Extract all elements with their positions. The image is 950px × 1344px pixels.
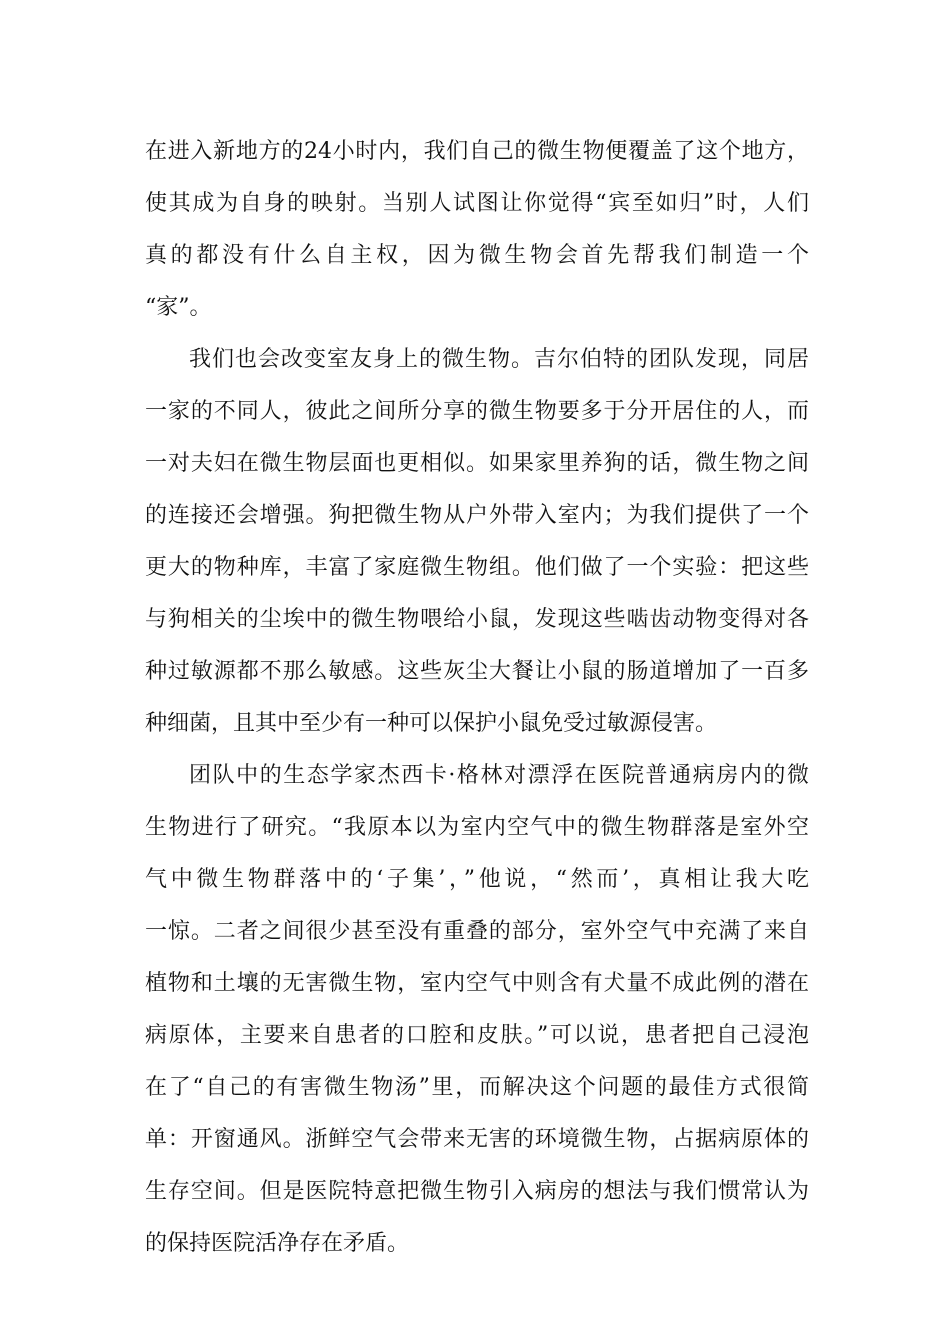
text-line: 气中微生物群落中的‘子集’，”他说，“然而’，真相让我大吃 <box>145 867 809 892</box>
text-line: 的连接还会增强。狗把微生物从户外带入室内；为我们提供了一个 <box>145 503 809 528</box>
text-line: 在进入新地方的24小时内，我们自己的微生物便覆盖了这个地方， <box>145 139 809 164</box>
text-line: 单：开窗通风。浙鲜空气会带来无害的环境微生物，占据病原体的 <box>145 1127 809 1152</box>
paragraph-3 <box>145 750 809 1270</box>
text-line: 与狗相关的尘埃中的微生物喂给小鼠，发现这些啮齿动物变得对各 <box>145 607 809 632</box>
text-line: 植物和土壤的无害微生物，室内空气中则含有犬量不成此例的潜在 <box>145 971 809 996</box>
text-line: 更大的物种库，丰富了家庭微生物组。他们做了一个实验：把这些 <box>145 555 809 580</box>
text-line: 生物进行了研究。“我原本以为室内空气中的微生物群落是室外空 <box>145 815 809 840</box>
text-line: “家”。 <box>145 295 212 320</box>
text-line: 团队中的生态学家杰西卡·格林对漂浮在医院普通病房内的微 <box>189 763 809 788</box>
text-line: 的保持医院活净存在矛盾。 <box>145 1231 410 1256</box>
text-line: 一惊。二者之间很少甚至没有重叠的部分，室外空气中充满了来自 <box>145 919 809 944</box>
text-line: 我们也会改变室友身上的微生物。吉尔伯特的团队发现，同居 <box>189 347 809 372</box>
text-line: 使其成为自身的映射。当别人试图让你觉得“宾至如归”时，人们 <box>145 191 809 216</box>
paragraph-2 <box>145 334 809 750</box>
text-line: 一家的不同人，彼此之间所分享的微生物要多于分开居住的人，而 <box>145 399 809 424</box>
document-body <box>145 126 809 1270</box>
text-line: 病原体，主要来自患者的口腔和皮肤。”可以说，患者把自己浸泡 <box>145 1023 809 1048</box>
text-line: 种过敏源都不那么敏感。这些灰尘大餐让小鼠的肠道增加了一百多 <box>145 659 809 684</box>
text-line: 一对夫妇在微生物层面也更相似。如果家里养狗的话，微生物之间 <box>145 451 809 476</box>
text-line: 种细菌，且其中至少有一种可以保护小鼠免受过敏源侵害。 <box>145 711 718 736</box>
text-line: 生存空间。但是医院特意把微生物引入病房的想法与我们惯常认为 <box>145 1179 809 1204</box>
text-line: 真的都没有什么自主权，因为微生物会首先帮我们制造一个 <box>145 243 809 268</box>
text-line: 在了“自己的有害微生物汤”里，而解决这个问题的最佳方式很简 <box>145 1075 809 1100</box>
paragraph-1 <box>145 126 809 334</box>
